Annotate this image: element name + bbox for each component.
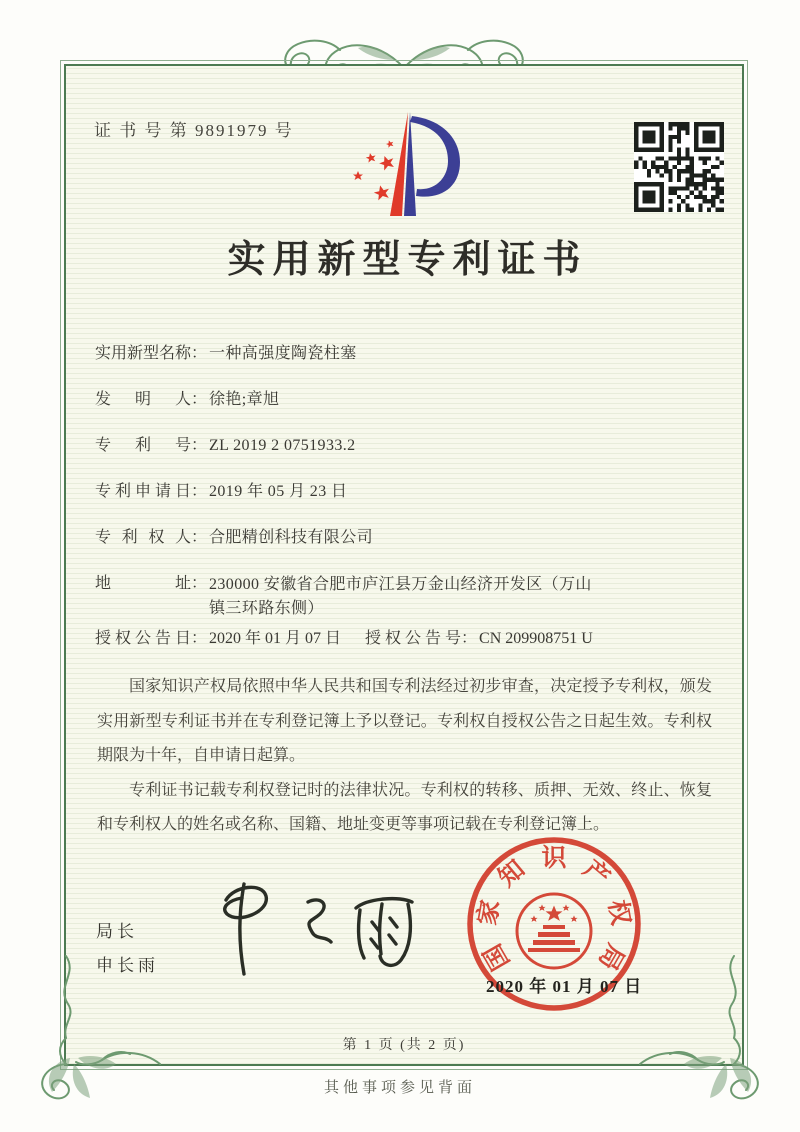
field-value: 2019 年 05 月 23 日 [209,483,348,500]
director-signature-image [210,876,440,981]
field-value: 合肥精创科技有限公司 [209,529,374,546]
field-colon: ： [191,483,208,500]
field-colon: ： [461,630,478,647]
certificate-title: 实用新型专利证书 [227,239,588,281]
field-colon: ： [191,437,208,454]
grant-date-pair [95,628,341,650]
seal-date: 2020 年 01 月 07 日 [486,977,643,996]
grant-date-label: 授权公告日 [95,630,191,647]
field-label: 专利权人 [95,529,191,546]
seal-char: 识 [541,845,567,872]
field-colon: ： [191,575,208,592]
certificate-frame [64,64,744,1066]
seal-char: 产 [577,855,615,893]
patent-fields [95,343,716,650]
field-colon: ： [191,345,208,362]
back-side-note: 其他事项参见背面 [323,1080,476,1096]
cnipa-logo-icon [338,106,468,221]
seal-char: 权 [603,897,634,928]
field-value: 一种高强度陶瓷柱塞 [209,345,357,362]
grant-number-label: 授权公告号 [365,630,462,647]
field-colon: ： [191,630,208,647]
field-label: 专利申请日 [95,483,191,500]
field-value: 230000 安徽省合肥市庐江县万金山经济开发区（万山镇三环路东侧） [209,576,592,617]
grant-row [95,628,716,650]
field-row-patent-name [95,343,716,365]
certificate-number: 证 书 号 第 9891979 号 [94,121,294,140]
field-colon: ： [191,391,208,408]
legal-paragraph-1: 国家知识产权局依照中华人民共和国专利法经过初步审查，决定授予专利权，颁发实用新型专利证书并在专利登记簿上予以登记。专利权自授权公告之日起生效。专利权期限为十年，自申请日起算。 [97,678,712,764]
field-value: ZL 2019 2 0751933.2 [209,437,356,454]
seal-char: 国 [479,939,516,975]
legal-text [97,670,712,843]
director-name: 申长雨 [96,956,159,975]
seal-char: 局 [592,939,629,975]
legal-paragraph-2: 专利证书记载专利权登记时的法律状况。专利权的转移、质押、无效、终止、恢复和专利权人的姓名或名称、国籍、地址变更等事项记载在专利登记簿上。 [97,781,712,833]
field-row-patent-number [95,435,716,457]
qr-code [634,122,724,212]
field-row-patentee [95,527,716,549]
grant-number-pair [365,628,593,650]
field-label: 实用新型名称 [95,345,192,362]
field-colon: ： [191,529,208,546]
field-value: 徐艳;章旭 [209,391,280,408]
field-label: 地址 [95,575,191,592]
grant-number-value: CN 209908751 U [479,630,593,647]
field-row-address [95,573,716,621]
seal-char: 知 [493,855,531,893]
national-emblem-icon [517,894,591,968]
grant-date-value: 2020 年 01 月 07 日 [209,630,342,647]
seal-char: 家 [474,897,505,928]
page-number: 第 1 页 (共 2 页) [342,1038,466,1053]
director-title-label: 局长 [96,922,138,941]
field-label: 发明人 [95,391,191,408]
field-label: 专利号 [95,437,191,454]
field-row-inventor [95,389,716,411]
field-row-filing-date [95,481,716,503]
